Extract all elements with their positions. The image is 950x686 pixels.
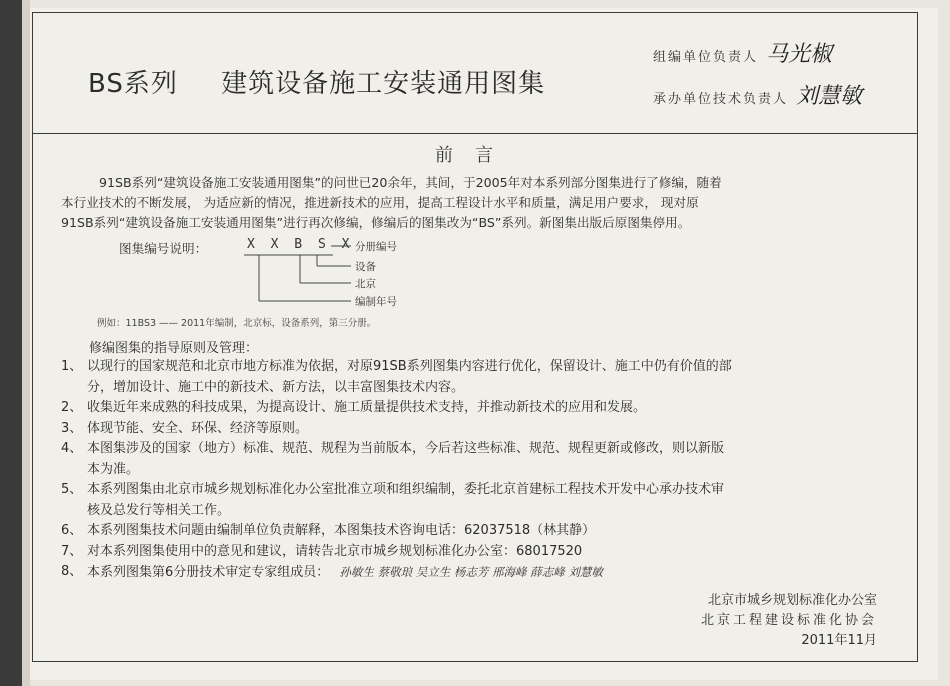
rule-number: 2、 [61,400,83,415]
rule-item [61,480,921,521]
editor-label: 组编单位负责人 [653,50,759,65]
legend-volume: 分册编号 [355,241,397,253]
rule-line: 本为准。 [87,461,140,477]
rules-list [61,357,921,584]
rule-item [61,562,921,584]
rule-item [61,419,921,440]
page-gutter [22,0,30,686]
footer-block [701,591,877,651]
tech-sign-row [653,79,862,110]
rule-number: 6、 [61,523,83,538]
rule-line: 本系列图集由北京市城乡规划标准化办公室批准立项和组织编制，委托北京首建标工程技术开发中心承办技术审 [87,482,725,497]
rule-number: 4、 [61,441,83,456]
footer-org-2: 北京工程建设标准化协会 [700,613,877,628]
code-legend-label: 图集编号说明： [119,241,208,256]
rule-line: 分，增加设计、施工中的新技术、新方法，以丰富图集技术内容。 [87,379,465,395]
rule-line: 本系列图集第6分册技术审定专家组成员： [87,565,330,580]
preface-intro [61,173,921,233]
footer-org-1: 北京市城乡规划标准化办公室 [707,593,877,608]
code-pattern: X X B S X [247,237,354,252]
rule-line: 以现行的国家规范和北京市地方标准为依据，对原91SB系列图集内容进行优化，保留设计、施工中仍有价值的部 [87,359,732,374]
page-title [88,63,545,100]
code-example: 例如：11BS3 —— 2011年编制，北京标，设备系列，第三分册。 [97,318,377,329]
rule-number: 1、 [61,359,83,374]
atlas-title: 建筑设备施工安装通用图集 [221,69,546,99]
book-spine [0,0,22,686]
code-legend [119,238,539,318]
editor-signature: 马光椒 [766,42,833,67]
code-legend-lines [119,238,539,318]
rule-number: 8、 [61,564,83,579]
rules-heading: 修编图集的指导原则及管理： [89,341,259,356]
rule-item [61,398,921,419]
tech-signature: 刘慧敏 [796,84,863,109]
rule-line: 收集近年来成熟的科技成果，为提高设计、施工质量提供技术支持，并推动新技术的应用和发展。 [87,400,647,415]
header-divider [33,133,917,134]
legend-equipment: 设备 [355,261,376,273]
legend-beijing: 北京 [355,278,376,290]
series-name: BS系列 [88,69,178,99]
rule-line: 对本系列图集使用中的意见和建议，请转告北京市城乡规划标准化办公室：68017520 [87,543,583,559]
editor-sign-row [653,37,832,68]
tech-label: 承办单位技术负责人 [653,92,789,107]
footer-date: 2011年11月 [801,633,877,648]
rule-number: 5、 [61,482,83,497]
intro-line: 91SB系列“建筑设备施工安装通用图集”的问世已20余年，其间，于2005年对本系列部分图集进行了修编，随着 [99,175,722,190]
rule-line: 本系列图集技术问题由编制单位负责解释，本图集技术咨询电话：62037518（林其静） [87,523,596,538]
rule-line: 核及总发行等相关工作。 [87,502,231,518]
intro-line: 91SB系列“建筑设备施工安装通用图集”进行再次修编，修编后的图集改为“BS”系列。新图集出版后原图集停用。 [61,215,691,230]
rule-number: 7、 [61,543,83,559]
rule-item [61,357,921,398]
expert-signatures: 孙敏生 蔡敬琅 吴立生 杨志芳 邢海峰 薛志峰 刘慧敏 [339,565,603,579]
rule-item [61,542,921,563]
rule-line: 本图集涉及的国家（地方）标准、规范、规程为当前版本，今后若这些标准、规范、规程更新或修改，则以新版 [87,441,725,456]
document-page [30,8,938,680]
rule-number: 3、 [61,420,83,436]
intro-line: 本行业技术的不断发展， 为适应新的情况，推进新技术的应用，提高工程设计水平和质量，满足用户要求， 现对原 [61,195,699,210]
rule-item [61,521,921,542]
rule-line: 体现节能、安全、环保、经济等原则。 [87,420,309,436]
rule-item [61,439,921,480]
legend-year: 编制年号 [355,296,397,308]
preface-title: 前言 [435,145,515,166]
page-frame [32,12,918,662]
